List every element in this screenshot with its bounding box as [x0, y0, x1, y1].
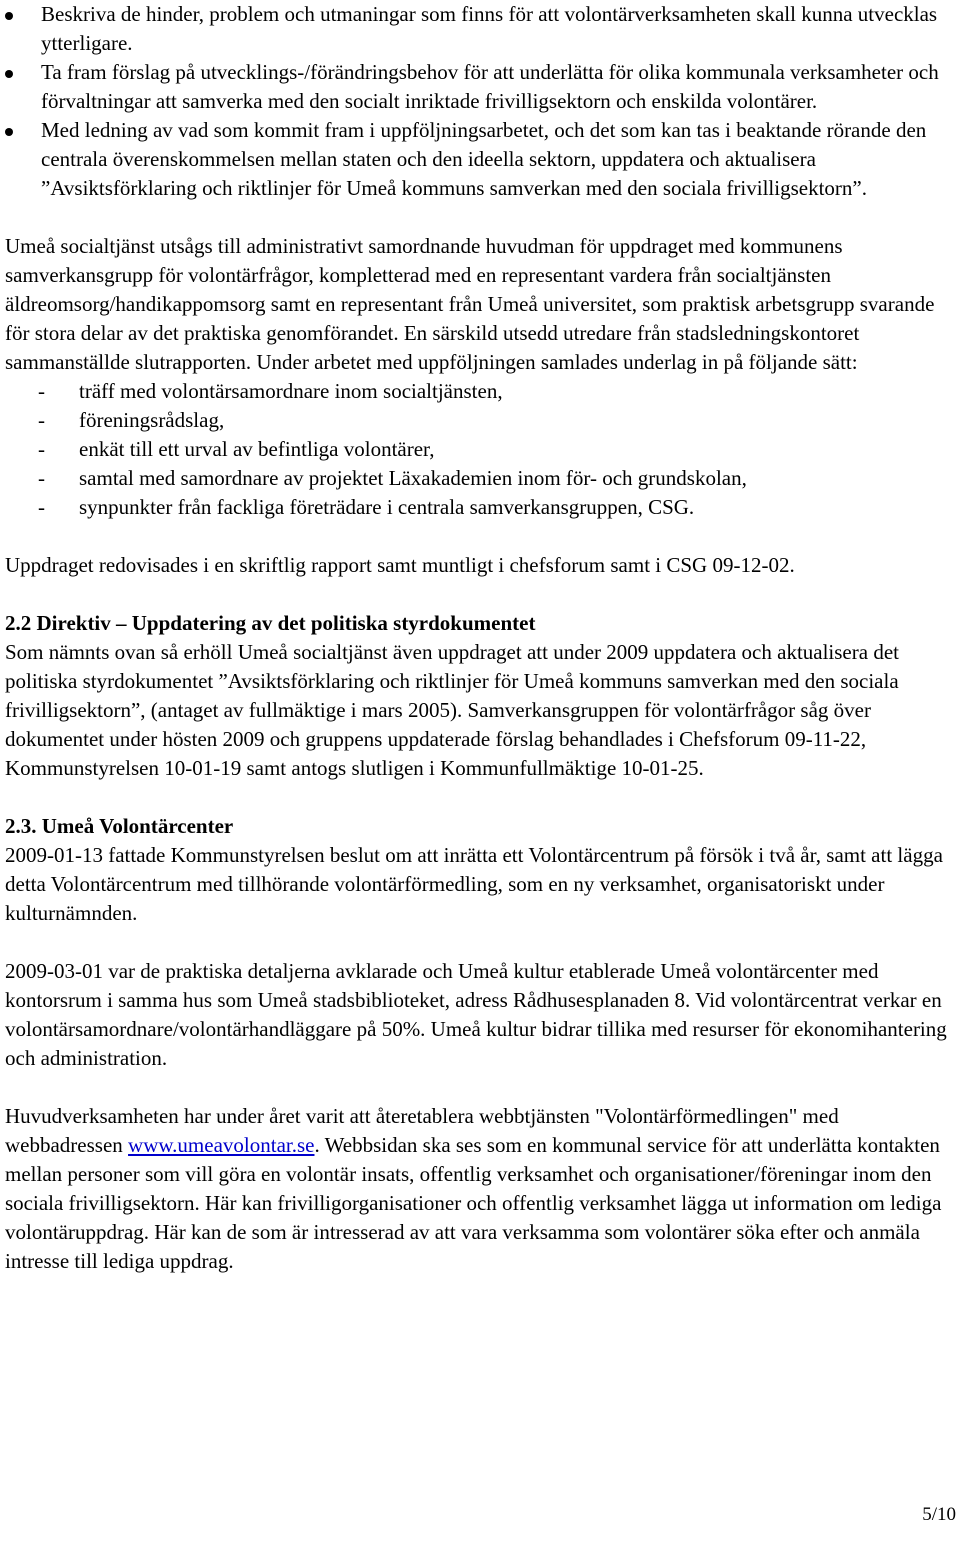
bullet-item — [5, 116, 955, 203]
dash-marker: - — [38, 466, 45, 490]
section-2-2-body: Som nämnts ovan så erhöll Umeå socialtjänst även uppdraget att under 2009 uppdatera och aktualisera det politiska styrdokumentet ”Avsiktsförklaring och riktlinjer för Umeå kommuns samverkan med den sociala frivilligsektorn”, (antaget av fullmäktige i mars 2005). Samverkansgruppen för volontärfrågor såg över dokumentet under hösten 2009 och gruppens uppdaterade förslag behandlades i Chefsforum 09-11-22, Kommunstyrelsen 10-01-19 samt antogs slutligen i Kommunfullmäktige 10-01-25. — [5, 640, 899, 780]
bullet-item — [5, 58, 955, 116]
dash-item-text: träff med volontärsamordnare inom socialtjänsten, — [79, 379, 503, 403]
section-2-3-para-3 — [5, 1102, 955, 1276]
dash-item-text: samtal med samordnare av projektet Läxakademien inom för- och grundskolan, — [79, 466, 747, 490]
dash-marker: - — [38, 408, 45, 432]
section-2-2-heading: 2.2 Direktiv – Uppdatering av det politiska styrdokumentet — [5, 611, 536, 635]
dash-item — [5, 377, 955, 406]
dash-marker: - — [38, 495, 45, 519]
website-link[interactable]: www.umeavolontar.se — [128, 1133, 315, 1157]
dash-item — [5, 406, 955, 435]
page-number: 5/10 — [922, 1504, 956, 1525]
section-2-3-para-1: 2009-01-13 fattade Kommunstyrelsen beslut om att inrätta ett Volontärcentrum på försök i två år, samt att lägga detta Volontärcentrum med tillhörande volontärförmedling, som en ny verksamhet, organisatoriskt under kulturnämnden. — [5, 843, 943, 925]
bullet-text: Ta fram förslag på utvecklings-/förändringsbehov för att underlätta för olika kommunala verksamheter och förvaltningar att samverka med den socialt inriktade frivilligsektorn och enskilda volontärer. — [41, 60, 939, 113]
intro-paragraph: Umeå socialtjänst utsågs till administrativt samordnande huvudman för uppdraget med kommunens samverkansgrupp för volontärfrågor, kompletterad med en representant vardera från socialtjänsten äldreomsorg/handikappomsorg samt en representant från Umeå universitet, som praktisk arbetsgrupp svarande för stora delar av det praktiska genomförandet. En särskild utsedd utredare från stadsledningskontoret sammanställde slutrapporten. Under arbetet med uppföljningen samlades underlag in på följande sätt: — [5, 234, 935, 374]
section-2-3-heading: 2.3. Umeå Volontärcenter — [5, 814, 234, 838]
bullet-item — [5, 0, 955, 58]
report-paragraph: Uppdraget redovisades i en skriftlig rapport samt muntligt i chefsforum samt i CSG 09-12-02. — [5, 553, 795, 577]
bullet-text: Beskriva de hinder, problem och utmaningar som finns för att volontärverksamheten skall kunna utvecklas ytterligare. — [41, 2, 938, 55]
dash-item — [5, 464, 955, 493]
dash-item — [5, 435, 955, 464]
bullet-dot-icon — [5, 128, 13, 136]
dash-marker: - — [38, 437, 45, 461]
bullet-dot-icon — [5, 70, 13, 78]
method-dash-list — [5, 377, 955, 522]
bullet-text: Med ledning av vad som kommit fram i uppföljningsarbetet, och det som kan tas i beaktande rörande den centrala överenskommelsen mellan staten och den ideella sektorn, uppdatera och aktualisera ”Avsiktsförklaring och riktlinjer för Umeå kommuns samverkan med den sociala frivilligsektorn”. — [41, 118, 927, 200]
dash-marker: - — [38, 379, 45, 403]
dash-item-text: föreningsrådslag, — [79, 408, 225, 432]
para-3-text-after-link: . Webbsidan ska ses som en kommunal service för att underlätta kontakten mellan personer som vill göra en volontär insats, offentlig verksamhet och organisationer/föreningar inom den sociala frivilligsektorn. Här kan frivilligorganisationer och offentlig verksamhet lägga ut information om lediga volontäruppdrag. Här kan de som är intresserad av att vara verksamma som volontärer söka efter och anmäla intresse till lediga uppdrag. — [5, 1133, 942, 1273]
section-2-3-para-2: 2009-03-01 var de praktiska detaljerna avklarade och Umeå kultur etablerade Umeå volontärcenter med kontorsrum i samma hus som Umeå stadsbiblioteket, adress Rådhusesplanaden 8. Vid volontärcentrat verkar en volontärsamordnare/volontärhandläggare på 50%. Umeå kultur bidrar tillika med resurser för ekonomihantering och administration. — [5, 959, 947, 1070]
para-3-text-before-link: Huvudverksamheten har under året varit att återetablera webbtjänsten "Volontärförmedlingen" med webbadressen — [5, 1104, 839, 1157]
goal-bullet-list — [5, 0, 955, 203]
bullet-dot-icon — [5, 12, 13, 20]
dash-item — [5, 493, 955, 522]
dash-item-text: enkät till ett urval av befintliga volontärer, — [79, 437, 435, 461]
dash-item-text: synpunkter från fackliga företrädare i centrala samverkansgruppen, CSG. — [79, 495, 695, 519]
document-page — [5, 0, 955, 1276]
